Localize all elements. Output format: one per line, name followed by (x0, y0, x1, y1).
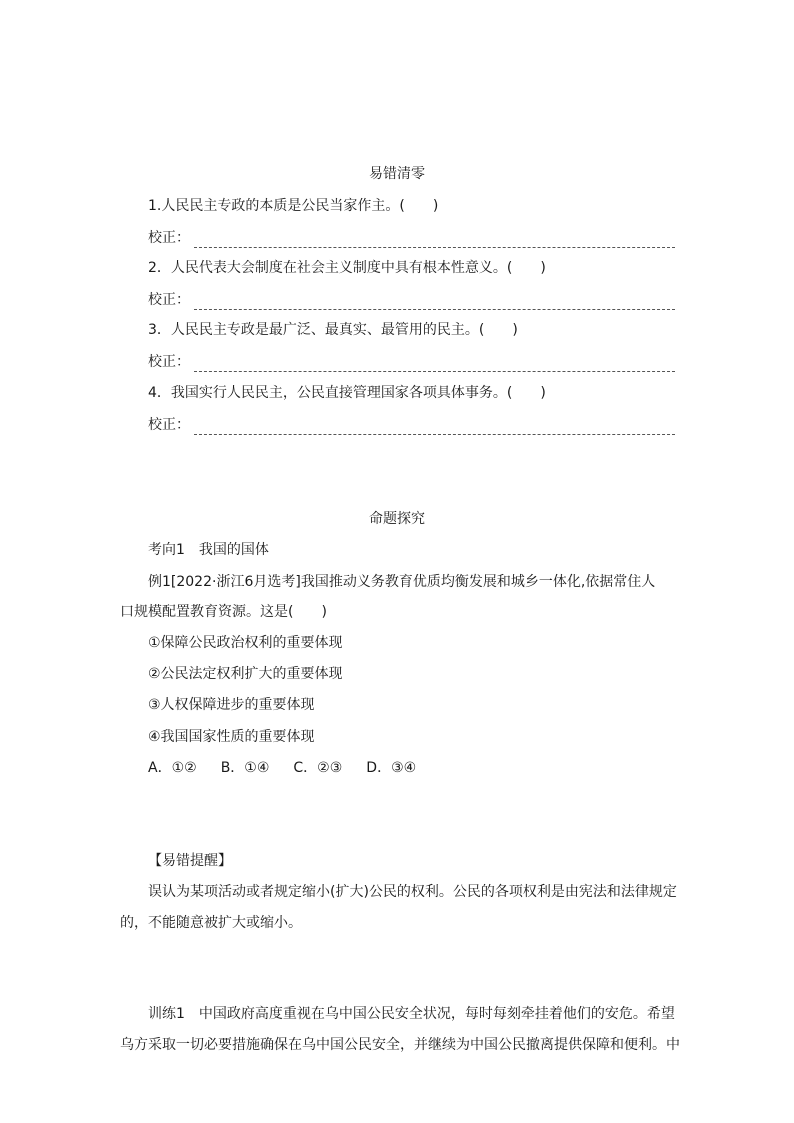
correction-fill-line[interactable] (194, 233, 675, 248)
options-row (148, 758, 440, 778)
section2-title: 命题探究 (369, 511, 425, 527)
statement-2: ②公民法定权利扩大的重要体现 (148, 666, 343, 682)
statement-4: ④我国国家性质的重要体现 (148, 729, 315, 745)
correction-label: 校正： (148, 417, 190, 433)
example-line-2: 口规模配置教育资源。这是( ) (120, 604, 327, 620)
training-line-2: 乌方采取一切必要措施确保在乌中国公民安全，并继续为中国公民撤离提供保障和便利。中 (120, 1037, 680, 1053)
option-c[interactable]: C．②③ (293, 760, 343, 776)
correction-line-3[interactable] (148, 352, 675, 372)
training-line-1: 训练1 中国政府高度重视在乌中国公民安全状况，每时每刻牵挂着他们的安危。希望 (148, 1006, 675, 1022)
option-a[interactable]: A．①② (148, 760, 197, 776)
correction-line-4[interactable] (148, 415, 675, 435)
option-d[interactable]: D．③④ (366, 760, 417, 776)
reminder-title: 【易错提醒】 (148, 853, 232, 869)
section1-title: 易错清零 (369, 166, 425, 182)
option-b[interactable]: B．①④ (220, 760, 270, 776)
question-3: 3．人民民主专政是最广泛、最真实、最管用的民主。( ) (148, 322, 518, 338)
correction-label: 校正： (148, 230, 190, 246)
correction-fill-line[interactable] (194, 420, 675, 435)
correction-line-1[interactable] (148, 228, 675, 248)
reminder-line-1: 误认为某项活动或者规定缩小(扩大)公民的权利。公民的各项权利是由宪法和法律规定 (148, 884, 677, 900)
reminder-line-2: 的，不能随意被扩大或缩小。 (120, 915, 302, 931)
question-4: 4．我国实行人民民主，公民直接管理国家各项具体事务。( ) (148, 385, 546, 401)
direction-heading: 考向1 我国的国体 (148, 542, 269, 558)
correction-line-2[interactable] (148, 290, 675, 310)
correction-fill-line[interactable] (194, 295, 675, 310)
statement-1: ①保障公民政治权利的重要体现 (148, 635, 343, 651)
example-line-1: 例1[2022·浙江6月选考]我国推动义务教育优质均衡发展和城乡一体化,依据常住人 (148, 574, 656, 590)
correction-label: 校正： (148, 354, 190, 370)
correction-label: 校正： (148, 292, 190, 308)
question-1: 1.人民民主专政的本质是公民当家作主。( ) (148, 198, 439, 214)
correction-fill-line[interactable] (194, 357, 675, 372)
question-2: 2．人民代表大会制度在社会主义制度中具有根本性意义。( ) (148, 260, 546, 276)
statement-3: ③人权保障进步的重要体现 (148, 697, 315, 713)
